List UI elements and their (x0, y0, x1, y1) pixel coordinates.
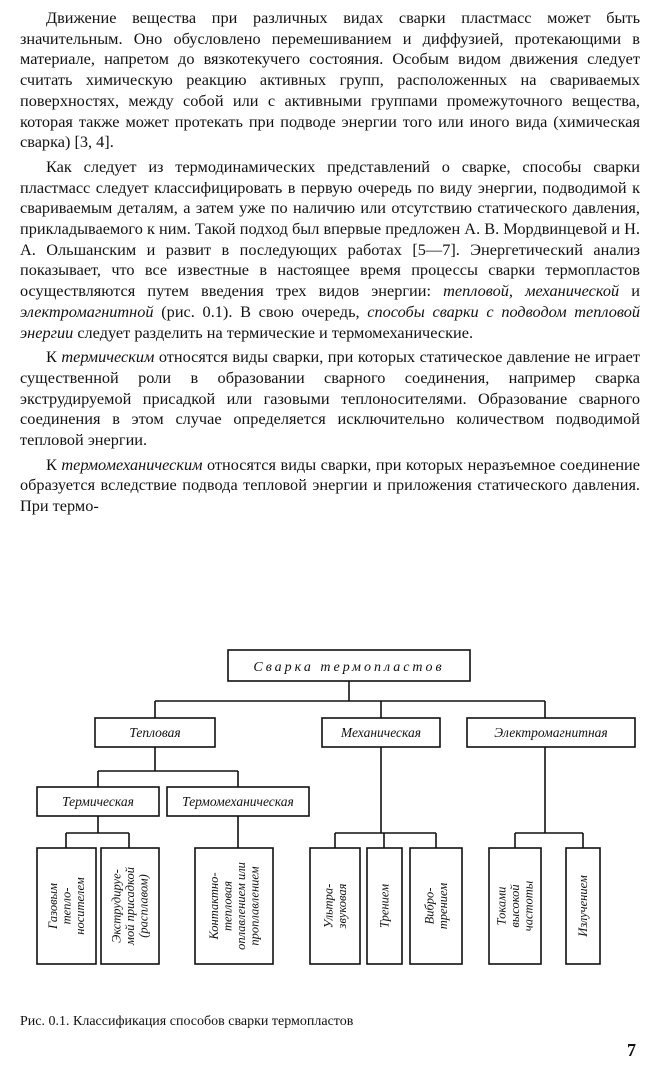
diagram-leaf-line: проплавлением (247, 866, 262, 946)
diagram-leaf-label (378, 884, 392, 928)
diagram-root-label: Сварка термопластов (253, 660, 445, 675)
paragraph-1: Движение вещества при различных видах сварки пластмасс может быть значительным. Оно обусловлено перемешиванием и диффузией, протекающими в материале, напретом до вязкотекучего состояния. Особым видом движения следует считать химическую реакцию активных групп, расположенных на свариваемых поверхностях, между собой или с активными группами промежуточного вещества, которая также может протекать при подводе энергии того или иного вида (химическая сварка) [3, 4]. (20, 8, 640, 152)
diagram-label-mechanical: Механическая (340, 725, 422, 740)
figure-caption: Рис. 0.1. Классификация способов сварки термопластов (20, 1014, 354, 1029)
diagram-leaf-line: звуковая (334, 883, 349, 929)
diagram-leaf-line: мой присадкой (123, 866, 137, 946)
diagram-leaf-line: оплавлением или (233, 862, 248, 950)
diagram-leaf-line: Вибро- (422, 887, 437, 925)
paragraph-3: К термическим относятся виды сварки, при которых статическое давление не играет существенной роли в образовании сварного соединения, например сварка экструдируемой присадкой или газовыми теплоносителями. Образование сварного соединения в этом случае определяется исключительно количеством подводимой тепловой энергии. (20, 347, 640, 450)
diagram-leaf-label (422, 883, 450, 930)
body-text (20, 8, 640, 517)
diagram-leaf-line: высокой (508, 884, 522, 928)
diagram-label-electromagnetic: Электромагнитная (494, 725, 608, 740)
diagram-leaf-line: Газовым (46, 883, 60, 929)
diagram-leaf-line: Экструдируе- (109, 869, 124, 943)
diagram-leaf-label (46, 877, 87, 935)
diagram-leaf-line: тепло- (59, 887, 74, 925)
diagram-leaf-line: Контактно- (206, 872, 221, 940)
diagram-leaf-label (576, 875, 590, 938)
diagram-leaf-label (207, 862, 262, 950)
diagram-leaf-line: Трением (377, 883, 392, 929)
diagram-leaf-line: Излучением (576, 875, 590, 937)
diagram-leaf-line: трением (435, 882, 450, 930)
diagram-leaf-line: Ультра- (321, 883, 336, 929)
diagram-leaf-line: частоты (521, 880, 536, 932)
page-number: 7 (627, 1040, 636, 1060)
diagram-leaf-label (495, 880, 536, 931)
diagram-leaf-label (321, 883, 349, 929)
diagram-leaf-line: носителем (73, 877, 87, 935)
diagram-leaf-label (110, 866, 151, 946)
paragraph-4: К термомеханическим относятся виды сварки, при которых неразъемное соединение образуется вследствие подвода тепловой энергии и приложения статического давления. При термо- (20, 454, 640, 516)
diagram-label-thermal: Тепловая (129, 725, 181, 740)
diagram-label-thermomechanical: Термомеханическая (182, 794, 294, 809)
diagram-leaf-line: (расплавом) (136, 874, 151, 938)
classification-diagram (0, 640, 660, 980)
paragraph-2: Как следует из термодинамических представлений о сварке, способы сварки пластмасс следует классифицировать в первую очередь по виду энергии, подводимой к свариваемым деталям, а затем уже по наличию или отсутствию статического давления, прикладываемого к ним. Такой подход был впервые предложен А. В. Мордвинцевой и Н. А. Ольшанским и развит в последующих работах [5—7]. Энергетический анализ показывает, что все известные в настоящее время процессы сварки термопластов осуществляются путем введения трех видов энергии: тепловой, механической и электромагнитной (рис. 0.1). В свою очередь, способы сварки с подводом тепловой энергии следует разделить на термические и термомеханические. (20, 156, 641, 342)
diagram-leaf-line: тепловая (220, 880, 235, 932)
diagram-label-thermic: Термическая (62, 794, 134, 809)
diagram-leaf-line: Токами (494, 886, 509, 926)
